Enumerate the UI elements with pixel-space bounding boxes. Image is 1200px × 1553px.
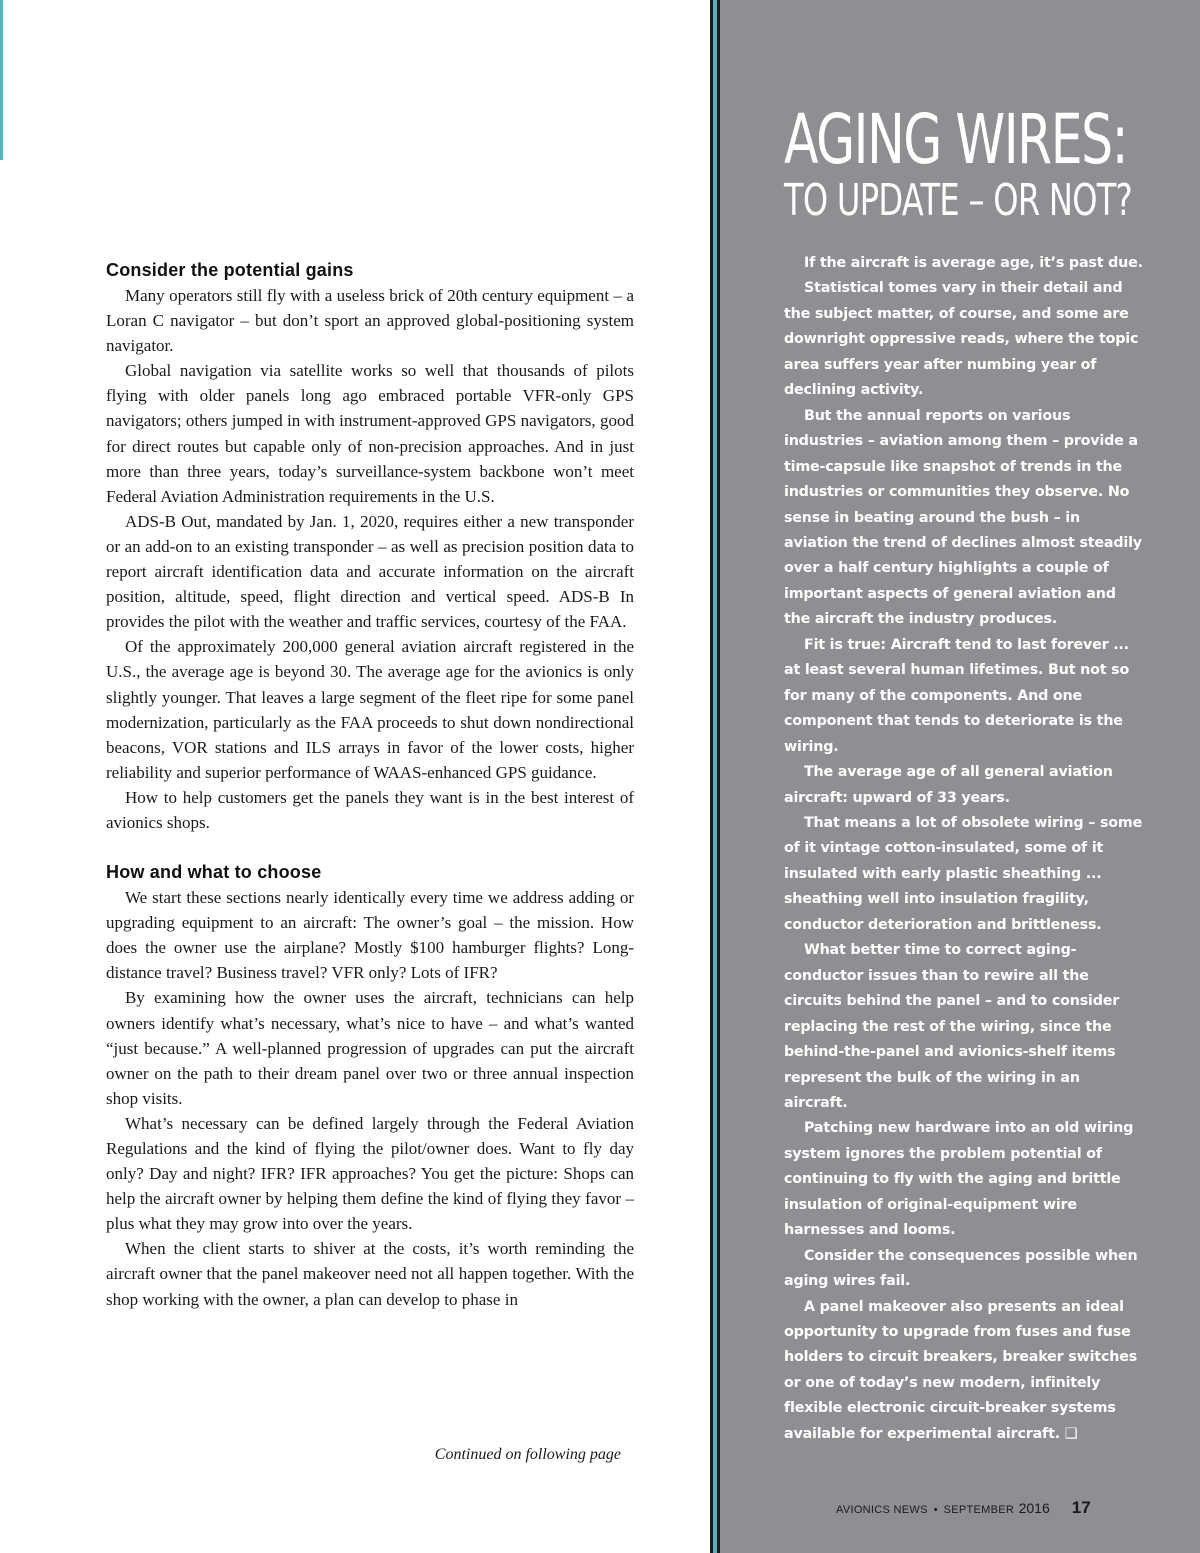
main-article-column xyxy=(106,258,634,1312)
page-footer xyxy=(836,1498,1091,1518)
sidebar-paragraph: Patching new hardware into an old wiring system ignores the problem potential of continuing to fly with the aging and brittle insulation of original-equipment wire harnesses and looms. xyxy=(784,1120,1134,1239)
sidebar-paragraph: Fit is true: Aircraft tend to last forever ... at least several human lifetimes. But not so for many of the components. And one component that tends to deteriorate is the wiring. xyxy=(784,636,1130,755)
continued-note: Continued on following page xyxy=(434,1446,621,1463)
sidebar-title xyxy=(784,100,1200,226)
footer-year: 2016 xyxy=(1018,1500,1050,1516)
sidebar-paragraph: But the annual reports on various industries – aviation among them – provide a time-capsule like snapshot of trends in the industries or communities they observe. No sense in beating around the bush – in aviation the trend of declines almost steadily over a half century highlights a couple of important aspects of general aviation and the aircraft the industry produces. xyxy=(784,407,1142,628)
sidebar-paragraph: That means a lot of obsolete wiring – some of it vintage cotton-insulated, some of it insulated with early plastic sheathing ... sheathing well into insulation fragility, conductor deterioration and brittleness. xyxy=(784,814,1143,933)
sidebar-paragraph: If the aircraft is average age, it’s past due. xyxy=(804,255,1143,271)
footer-month: SEPTEMBER xyxy=(943,1504,1015,1516)
section-heading-how-to-choose: How and what to choose xyxy=(106,862,322,883)
page-number: 17 xyxy=(1071,1498,1091,1517)
article-paragraph: ADS-B Out, mandated by Jan. 1, 2020, requires either a new transponder or an add-on to an existing transponder – as well as precision position data to report aircraft identification data and accurate information on the aircraft position, altitude, speed, flight direction and vertical speed. ADS-B In provides the pilot with the weather and traffic services, courtesy of the FAA. xyxy=(106,511,634,632)
article-paragraph: Global navigation via satellite works so well that thousands of pilots flying with older panels long ago embraced portable VFR-only GPS navigators; others jumped in with instrument-approved GPS navigators, good for direct routes but capable only of non-precision approaches. And in just more than three years, today’s surveillance-system backbone won’t meet Federal Aviation Administration requirements in the U.S. xyxy=(106,361,634,506)
footer-bullet: • xyxy=(933,1504,938,1516)
article-paragraph: We start these sections nearly identically every time we address adding or upgrading equipment to an aircraft: The owner’s goal – the mission. How does the owner use the airplane? Mostly $100 hamburger flights? Long-distance travel? Business travel? VFR only? Lots of IFR? xyxy=(106,888,634,983)
sidebar-title-line1: AGING WIRES: xyxy=(784,100,1128,180)
sidebar-paragraph: A panel makeover also presents an ideal opportunity to upgrade from fuses and fuse holders to circuit breakers, breaker switches or one of today’s new modern, infinitely flexible electronic circuit-breaker systems available for experimental aircraft. ❑ xyxy=(784,1298,1138,1442)
section-heading-potential-gains: Consider the potential gains xyxy=(106,260,354,280)
article-paragraph: Many operators still fly with a useless brick of 20th century equipment – a Loran C navigator – but don’t sport an approved global-positioning system navigator. xyxy=(106,286,634,356)
sidebar-paragraph: The average age of all general aviation aircraft: upward of 33 years. xyxy=(784,764,1113,806)
sidebar-title-line2: TO UPDATE – OR NOT? xyxy=(784,175,1132,226)
article-paragraph: What’s necessary can be defined largely through the Federal Aviation Regulations and the kind of flying the pilot/owner does. Want to fly day only? Day and night? IFR? IFR approaches? You get the picture: Shops can help the aircraft owner by helping them define the kind of flying they favor – plus what they may grow into over the years. xyxy=(106,1113,634,1234)
left-edge-accent xyxy=(0,0,3,160)
article-paragraph: By examining how the owner uses the aircraft, technicians can help owners identify what’s necessary, what’s nice to have – and what’s wanted “just because.” A well-planned progression of upgrades can put the aircraft owner on the path to their dream panel over two or three annual inspection shop visits. xyxy=(106,988,634,1108)
article-paragraph: Of the approximately 200,000 general aviation aircraft registered in the U.S., the average age is beyond 30. The average age for the avionics is only slightly younger. That leaves a large segment of the fleet ripe for some panel modernization, particularly as the FAA proceeds to shut down nondirectional beacons, VOR stations and ILS arrays in favor of the lower costs, higher reliability and superior performance of WAAS-enhanced GPS guidance. xyxy=(106,637,634,782)
footer-publication: AVIONICS NEWS xyxy=(836,1504,928,1516)
sidebar-paragraph: What better time to correct aging-conductor issues than to rewire all the circuits behind the panel – and to consider replacing the rest of the wiring, since the behind-the-panel and avionics-shelf items represent the bulk of the wiring in an aircraft. xyxy=(784,942,1120,1111)
article-paragraph: How to help customers get the panels they want is in the best interest of avionics shops. xyxy=(106,787,634,832)
sidebar-body xyxy=(784,251,1146,1447)
sidebar-paragraph: Consider the consequences possible when aging wires fail. xyxy=(784,1247,1138,1290)
article-paragraph: When the client starts to shiver at the costs, it’s worth reminding the aircraft owner that the panel makeover need not all happen together. With the shop working with the owner, a plan can develop to phase in xyxy=(106,1239,634,1309)
sidebar-paragraph: Statistical tomes vary in their detail and the subject matter, of course, and some are downright oppressive reads, where the topic area suffers year after numbing year of declining activity. xyxy=(784,280,1139,399)
sidebar-panel xyxy=(720,0,1200,1553)
